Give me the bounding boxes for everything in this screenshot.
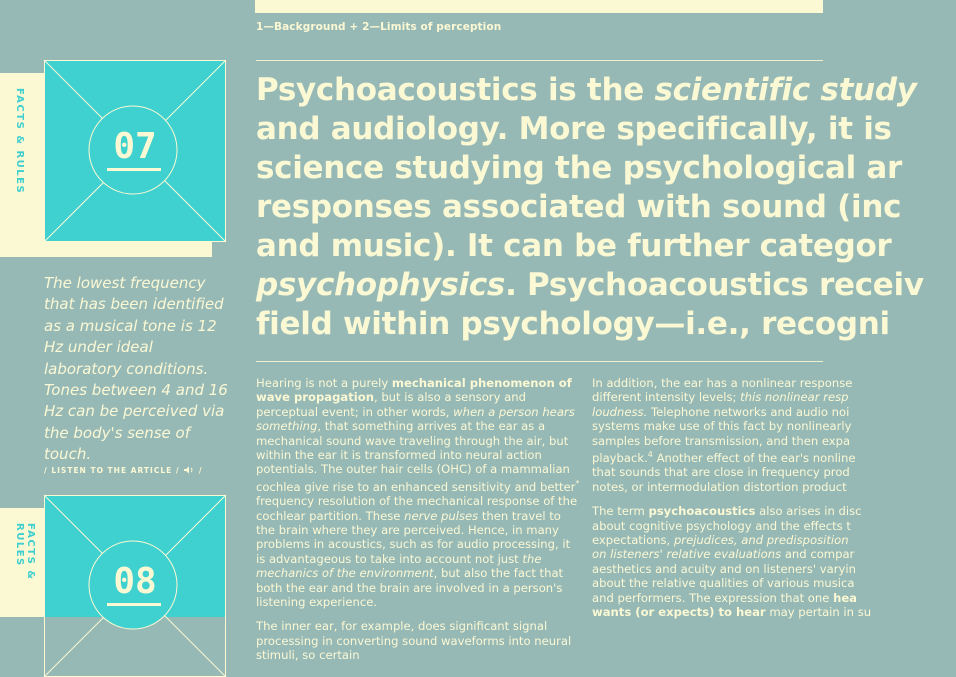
text-run: mechanical phenomenon of wave propagation (256, 376, 572, 405)
text-run: expectations, (592, 532, 674, 547)
text-run: and compar (781, 547, 855, 562)
text-run: the mechanics of the environment (256, 551, 542, 581)
paragraph (592, 504, 872, 619)
text-run: Hearing is not a purely (256, 376, 392, 390)
envelope-graphic (44, 60, 226, 242)
lead-line (256, 305, 956, 344)
text-line (592, 376, 852, 390)
lead-line (256, 149, 956, 188)
text-run: frequency resolution of the mechanical response of the cochlear partition. These (256, 494, 578, 523)
listen-label: / LISTEN TO THE ARTICLE / (44, 466, 180, 475)
lead-line (256, 227, 956, 266)
breadcrumb[interactable]: 1—Background + 2—Limits of perception (256, 21, 502, 33)
text-line (592, 547, 855, 562)
text-run: The inner ear, for example, does significant signal processing in converting sound waveforms into neural stimuli, so certain (256, 619, 572, 663)
lead-line (256, 110, 956, 149)
text-run: wants (or expects) to hear (592, 604, 766, 619)
text-run: may pertain in su (765, 604, 872, 619)
text-run: , but is also a sensory and perceptual event; in other words, (256, 390, 526, 419)
divider-top (256, 60, 823, 61)
fact-text: The lowest frequency that has been identified as a musical tone is 12 Hz under ideal laboratory conditions. Tones between 4 and 16 Hz can be perceived via the body's sense of touch. (44, 274, 228, 464)
text-run: 4 (647, 450, 653, 460)
text-line (592, 390, 852, 404)
text-line (592, 590, 858, 605)
text-run: psychoacoustics (648, 504, 756, 519)
text-line (592, 604, 872, 619)
paragraph (592, 376, 856, 494)
lead-text: . Psychoacoustics receiv (505, 267, 924, 303)
text-line (592, 519, 852, 533)
divider-middle (256, 361, 823, 362)
text-run: that sounds that are close in frequency prod (592, 465, 850, 480)
text-line (592, 434, 852, 448)
text-run: , but also the fact that both the ear and the brain are involved in a person's listening experience. (256, 566, 564, 609)
text-run: on listeners' relative evaluations (592, 547, 782, 562)
text-run: samples before transmission, and then expa (592, 433, 851, 448)
text-line (592, 561, 856, 576)
text-run: * (575, 478, 580, 488)
listen-link[interactable] (44, 465, 203, 475)
text-run: also arises in disc (755, 504, 862, 519)
text-run: different intensity levels; (592, 390, 741, 405)
text-run: loudness. (592, 404, 648, 419)
speaker-icon (183, 466, 195, 474)
lead-text: and music). It can be further categor (256, 228, 892, 264)
fact-card-07 (0, 60, 255, 260)
text-run: when a person hears something (256, 404, 575, 434)
envelope-graphic (44, 495, 226, 617)
text-run: aesthetics and acuity and on listeners' varyin (592, 561, 856, 576)
text-run: , that something arrives at the ear as a mechanical sound wave traveling through the air, but within the ear it is transformed into neural action potentials. The outer hair cells (OHC) of a mammalian cochlea give rise to an enhanced sensitivity and better (256, 419, 576, 494)
text-run: nerve pulses (404, 508, 479, 523)
card-label: FACTS & RULES (14, 523, 36, 581)
lead-paragraph (256, 71, 956, 344)
lead-line (256, 266, 956, 305)
text-line (592, 448, 856, 465)
card-number: 07 (113, 126, 157, 167)
card-shadow (44, 242, 212, 257)
lead-text: field within psychology—i.e., recogni (256, 306, 890, 342)
lead-text: and audiology. More specifically, it is (256, 111, 892, 147)
text-line (592, 405, 852, 419)
text-run: this nonlinear resp (740, 390, 849, 405)
text-run: prejudices, and predisposition (673, 532, 849, 547)
lead-text: science studying the psychological ar (256, 150, 903, 186)
lead-emphasis: psychophysics (256, 267, 506, 303)
text-line (592, 480, 852, 494)
fact-card-08 (0, 495, 255, 617)
text-line (592, 465, 852, 479)
lead-text: Psychoacoustics is the (256, 72, 655, 108)
text-run: about the relative qualities of various musica (592, 576, 855, 591)
text-line (592, 533, 852, 547)
text-run: about cognitive psychology and the effects t (592, 518, 851, 533)
text-run: Another effect of the ear's nonline (652, 450, 856, 465)
text-line (592, 504, 862, 519)
card-label: FACTS & RULES (14, 88, 25, 195)
text-run: and performers. The expression that one (592, 590, 834, 605)
listen-suffix: / (198, 466, 203, 475)
body-column-1 (256, 376, 580, 673)
text-line (592, 419, 852, 433)
body-column-2 (592, 376, 872, 629)
lead-line (256, 71, 956, 110)
lead-emphasis: scientific study (654, 72, 917, 108)
text-run: playback. (592, 450, 648, 465)
text-line (592, 576, 855, 591)
paragraph (256, 619, 580, 662)
paragraph (256, 376, 580, 609)
text-run: The term (592, 504, 649, 519)
text-run: systems make use of this fact by nonlinearly (592, 419, 852, 434)
lead-line (256, 188, 956, 227)
number-underline (107, 168, 161, 171)
text-run: hea (833, 590, 858, 605)
text-run: In addition, the ear has a nonlinear response (592, 376, 853, 390)
text-run: Telephone networks and audio noi (647, 404, 850, 419)
text-run: then travel to the brain where they are perceived. Hence, in many problems in acoustics, such as for audio processing, it is advantageous to take into account not just (256, 508, 571, 566)
number-underline (107, 603, 161, 606)
text-run: notes, or intermodulation distortion product (592, 479, 847, 494)
lead-text: responses associated with sound (inc (256, 189, 902, 225)
card-number: 08 (113, 561, 157, 602)
top-bar (255, 0, 823, 13)
